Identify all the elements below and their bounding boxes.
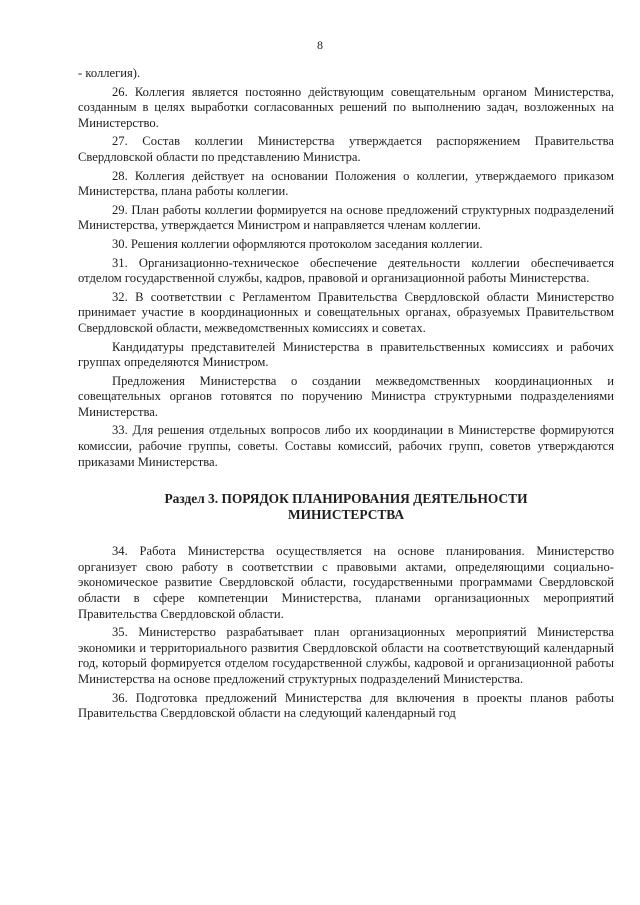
paragraph-p28: 28. Коллегия действует на основании Положения о коллегии, утверждаемого приказом Министерства, плана работы коллегии. [78, 168, 614, 199]
paragraph-p36: 36. Подготовка предложений Министерства для включения в проекты планов работы Правительства Свердловской области на следующий календарный год [78, 690, 614, 721]
paragraph-p33: 33. Для решения отдельных вопросов либо их координации в Министерстве формируются комиссии, рабочие группы, советы. Составы комиссий, рабочих групп, советов утверждаются приказами Министерства. [78, 423, 614, 469]
paragraph-p26: 26. Коллегия является постоянно действующим совещательным органом Министерства, созданным в целях выработки согласованных решений по выполнению задач, возложенных на Министерство. [78, 84, 614, 130]
paragraph-p32: 32. В соответствии с Регламентом Правительства Свердловской области Министерство принимает участие в координационных и совещательных органах, образуемых Правительством Свердловской области, межведомственных комиссиях и советах. [78, 289, 614, 335]
paragraph-p32-cand: Кандидатуры представителей Министерства в правительственных комиссиях и рабочих группах определяются Министром. [78, 339, 614, 370]
paragraph-p32-pred: Предложения Министерства о создании межведомственных координационных и совещательных органов готовятся по поручению Министра структурными подразделениями Министерства. [78, 373, 614, 419]
paragraph-p34: 34. Работа Министерства осуществляется на основе планирования. Министерство организует свою работу в соответствии с правовыми актами, определяющими социально-экономическое развитие Свердловской области, государственными программами Свердловской области в сфере компетенции Министерства, планами организационных мероприятий Правительства Свердловской области. [78, 544, 614, 621]
section-title-line-1: Раздел 3. ПОРЯДОК ПЛАНИРОВАНИЯ ДЕЯТЕЛЬНОСТИ [164, 491, 528, 507]
document-body [78, 66, 614, 725]
paragraph-p27: 27. Состав коллегии Министерства утверждается распоряжением Правительства Свердловской области по представлению Министра. [78, 134, 614, 164]
paragraph-p29: 29. План работы коллегии формируется на основе предложений структурных подразделений Министерства, утверждается Министром и направляется членам коллегии. [78, 202, 614, 233]
section-title-line-2: МИНИСТЕРСТВА [287, 507, 405, 523]
paragraph-p-kollegia: - коллегия). [78, 66, 141, 80]
paragraph-p30: 30. Решения коллегии оформляются протоколом заседания коллегии. [112, 236, 483, 251]
section-title [78, 491, 614, 523]
paragraphs-after-section [78, 544, 614, 722]
paragraph-p35: 35. Министерство разрабатывает план организационных мероприятий Министерства экономики и территориального развития Свердловской области на соответствующий календарный год, который формируется отделом государственной службы, кадровой и организационной работы Министерства на основе предложений структурных подразделений Министерства. [78, 625, 614, 686]
paragraph-p31: 31. Организационно-техническое обеспечение деятельности коллегии обеспечивается отделом государственной службы, кадров, правовой и организационной работы Министерства. [78, 255, 614, 286]
page-number: 8 [317, 38, 323, 52]
paragraphs-before-section [78, 66, 614, 470]
